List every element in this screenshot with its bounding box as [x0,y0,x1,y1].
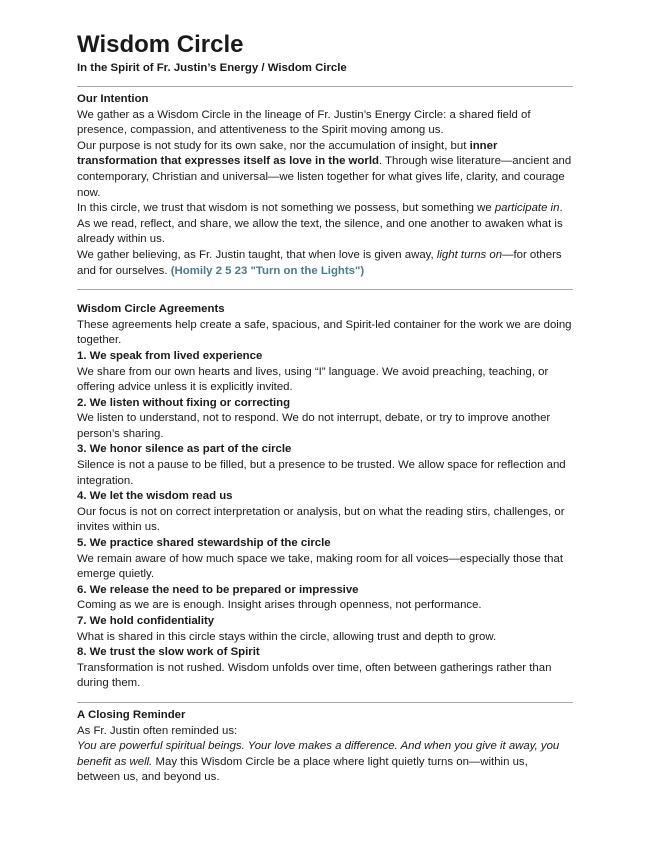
intention-heading: Our Intention [77,93,149,105]
intention-section [77,92,573,279]
agreement-title: 3. We honor silence as part of the circle [77,443,292,456]
agreement-text: We remain aware of how much space we take, making room for all voices—especially those that emerge quietly. [77,552,564,581]
page-subtitle: In the Spirit of Fr. Justin’s Energy / Wisdom Circle [77,62,347,74]
page-title: Wisdom Circle [77,31,244,58]
agreement-title: 1. We speak from lived experience [77,349,263,362]
agreements-intro: These agreements help create a safe, spacious, and Spirit-led container for the work we are doing together. [77,318,572,347]
agreement-title: 7. We hold confidentiality [77,615,215,627]
divider [77,289,573,290]
intention-paragraph-3: In this circle, we trust that wisdom is not something we possess, but something we participate in. As we read, reflect, and share, we allow the text, the silence, and one another to awaken what is already within us. [77,202,563,246]
divider [77,702,573,703]
agreement-text: We listen to understand, not to respond. We do not interrupt, debate, or try to improve another person’s sharing. [77,412,551,440]
intention-paragraph-4: We gather believing, as Fr. Justin taught, that when love is given away, light turns on—for others and for ourselves. (Homily 2 5 23 "Turn on the Lights") [77,248,562,277]
agreements-list [77,349,573,692]
agreements-heading: Wisdom Circle Agreements [77,303,225,316]
agreement-text: Our focus is not on correct interpretation or analysis, but on what the reading stirs, challenges, or invites within us. [77,505,565,534]
agreement-text: Transformation is not rushed. Wisdom unfolds over time, often between gatherings rather than during them. [77,661,552,690]
closing-quote: You are powerful spiritual beings. Your love makes a difference. And when you give it away, you benefit as well. [77,740,560,768]
agreement-item [77,536,573,583]
divider [77,86,573,87]
agreement-item [77,614,573,645]
closing-heading: A Closing Reminder [77,708,186,721]
agreement-item [77,489,573,536]
homily-link[interactable]: (Homily 2 5 23 "Turn on the Lights") [170,264,365,277]
agreement-item [77,583,573,614]
intention-paragraph-2: Our purpose is not study for its own sake, nor the accumulation of insight, but inner transformation that expresses itself as love in the world. Through wise literature—ancient and contemporary, Christian and universal—we listen together for what gives life, clarity, and courage now. [77,139,572,199]
agreement-text: Coming as we are is enough. Insight arises through openness, not performance. [77,599,482,612]
closing-lead: As Fr. Justin often reminded us: [77,724,238,737]
agreement-item [77,396,573,443]
agreement-item [77,349,573,396]
agreements-section [77,302,573,692]
agreement-title: 4. We let the wisdom read us [77,490,233,503]
agreement-title: 2. We listen without fixing or correcting [77,396,291,409]
closing-paragraph: You are powerful spiritual beings. Your love makes a difference. And when you give it away, you benefit as well. May this Wisdom Circle be a place where light quietly turns on—within us, between us, and beyond us. [77,740,560,784]
intention-paragraph-1: We gather as a Wisdom Circle in the lineage of Fr. Justin’s Energy Circle: a shared field of presence, compassion, and attentiveness to the Spirit moving among us. [77,108,531,137]
agreement-text: What is shared in this circle stays within the circle, allowing trust and depth to grow. [77,630,497,643]
agreement-text: We share from our own hearts and lives, using “I” language. We avoid preaching, teaching, or offering advice unless it is explicitly invited. [77,365,549,394]
agreement-title: 5. We practice shared stewardship of the circle [77,537,331,550]
agreement-item [77,645,573,692]
agreement-item [77,442,573,489]
agreement-text: Silence is not a pause to be filled, but a presence to be trusted. We allow space for reflection and integration. [77,459,566,487]
agreement-title: 8. We trust the slow work of Spirit [77,646,260,659]
agreement-title: 6. We release the need to be prepared or impressive [77,583,359,596]
closing-section [77,708,573,786]
